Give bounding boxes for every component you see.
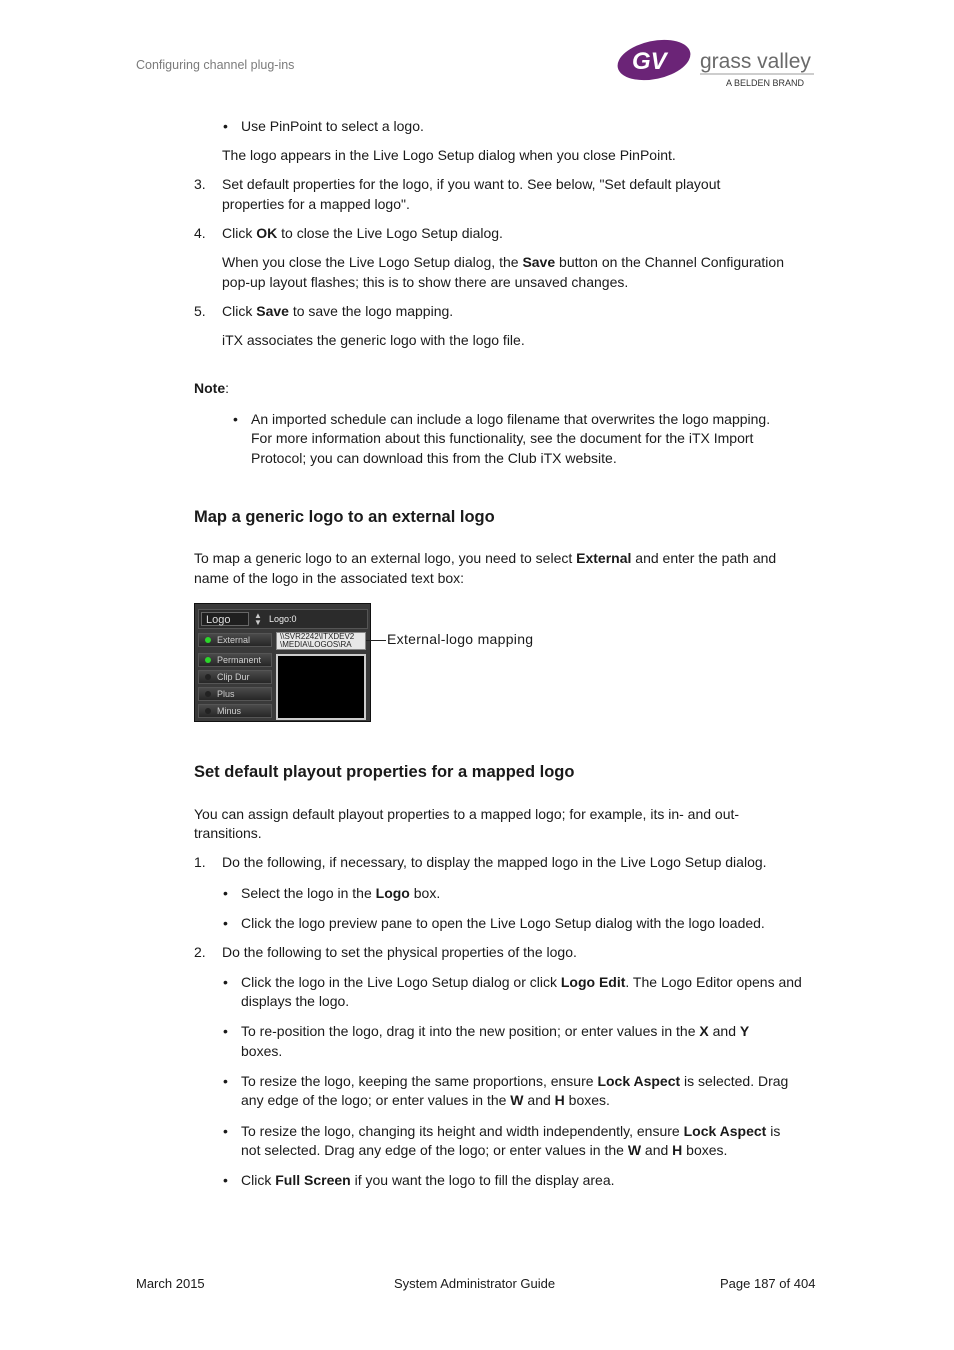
- list-item: • Click Full Screen if you want the logo to fill the display area.: [241, 1170, 615, 1190]
- note-label: Note:: [194, 380, 230, 396]
- led-icon: [205, 637, 211, 643]
- list-item: • To re-position the logo, drag it into the new position; or enter values in the X and Y: [241, 1021, 749, 1041]
- section1-para-line2: name of the logo in the associated text box:: [194, 570, 465, 586]
- brand-name: grass valley: [700, 50, 811, 73]
- brand-tagline: A BELDEN BRAND: [726, 78, 805, 88]
- list-item: • To resize the logo, keeping the same proportions, ensure Lock Aspect is selected. Drag: [241, 1071, 788, 1091]
- step-number: 4.: [194, 225, 206, 241]
- step-4-text: Click OK to close the Live Logo Setup dialog.: [222, 225, 503, 241]
- footer-date: March 2015: [136, 1276, 205, 1291]
- footer-page: Page 187 of 404: [720, 1276, 816, 1291]
- external-path-field: \\SVR2242\ITXDEV2 \MEDIA\LOGOS\RA: [276, 632, 366, 650]
- external-button: External: [198, 633, 272, 647]
- led-icon: [205, 657, 211, 663]
- list-item-cont: any edge of the logo; or enter values in the W and H boxes.: [241, 1092, 610, 1108]
- step-number: 2.: [194, 944, 206, 960]
- step-number: 1.: [194, 854, 206, 870]
- list-item-cont: displays the logo.: [241, 993, 350, 1009]
- live-logo-panel-screenshot: [194, 603, 371, 722]
- section2-para-line1: You can assign default playout properties to a mapped logo; for example, its in- and out-: [194, 806, 740, 822]
- plus-button: Plus: [198, 687, 272, 701]
- list-item: • Click the logo preview pane to open the Live Logo Setup dialog with the logo loaded.: [241, 913, 765, 933]
- list-item: • Select the logo in the Logo box.: [241, 883, 440, 903]
- note-line: Protocol; you can download this from the Club iTX website.: [251, 450, 617, 466]
- intro-paragraph: The logo appears in the Live Logo Setup dialog when you close PinPoint.: [222, 147, 676, 163]
- step-1-text: Do the following, if necessary, to display the mapped logo in the Live Logo Setup dialog.: [222, 854, 767, 870]
- list-item-cont: boxes.: [241, 1043, 283, 1059]
- svg-text:GV: GV: [632, 48, 667, 75]
- section1-para-line1: To map a generic logo to an external logo, you need to select External and enter the path and: [194, 550, 777, 566]
- logo-value: Logo:0: [269, 614, 297, 624]
- footer-title: System Administrator Guide: [394, 1276, 556, 1291]
- section-heading: Set default playout properties for a mapped logo: [194, 763, 575, 781]
- running-header: Configuring channel plug-ins: [136, 58, 295, 72]
- step-3-line1: Set default properties for the logo, if you want to. See below, "Set default playout: [222, 176, 721, 192]
- step-4-para-line1: When you close the Live Logo Setup dialog, the Save button on the Channel Configuration: [222, 254, 784, 270]
- callout-label: External-logo mapping: [387, 631, 534, 647]
- step-number: 5.: [194, 303, 206, 319]
- note-line: For more information about this functionality, see the document for the iTX Import: [251, 430, 754, 446]
- intro-bullet: • Use PinPoint to select a logo.: [241, 116, 424, 136]
- callout-line: [366, 640, 386, 641]
- list-item-cont: not selected. Drag any edge of the logo; or enter values in the W and H boxes.: [241, 1142, 728, 1158]
- section2-para-line2: transitions.: [194, 825, 262, 841]
- clip-dur-button: Clip Dur: [198, 670, 272, 684]
- list-item: • To resize the logo, changing its height and width independently, ensure Lock Aspect is: [241, 1121, 780, 1141]
- step-3-line2: properties for a mapped logo".: [222, 196, 410, 212]
- minus-button: Minus: [198, 704, 272, 718]
- led-icon: [205, 674, 211, 680]
- logo-preview-pane: [276, 654, 366, 720]
- led-icon: [205, 691, 211, 697]
- logo-dropdown: Logo: [201, 612, 249, 626]
- step-number: 3.: [194, 176, 206, 192]
- grass-valley-logo: [616, 38, 816, 88]
- section-heading: Map a generic logo to an external logo: [194, 508, 495, 526]
- logo-selector-bar: [198, 609, 368, 629]
- list-item: • Click the logo in the Live Logo Setup dialog or click Logo Edit. The Logo Editor opens and: [241, 972, 802, 992]
- note-line: • An imported schedule can include a logo filename that overwrites the logo mapping.: [251, 409, 770, 429]
- step-5-text: Click Save to save the logo mapping.: [222, 303, 454, 319]
- led-icon: [205, 708, 211, 714]
- step-4-para-line2: pop-up layout flashes; this is to show there are unsaved changes.: [222, 274, 629, 290]
- step-5-para: iTX associates the generic logo with the logo file.: [222, 332, 525, 348]
- permanent-button: Permanent: [198, 653, 272, 667]
- step-2-text: Do the following to set the physical properties of the logo.: [222, 944, 577, 960]
- spinner-icon: ▲ ▼: [254, 611, 262, 627]
